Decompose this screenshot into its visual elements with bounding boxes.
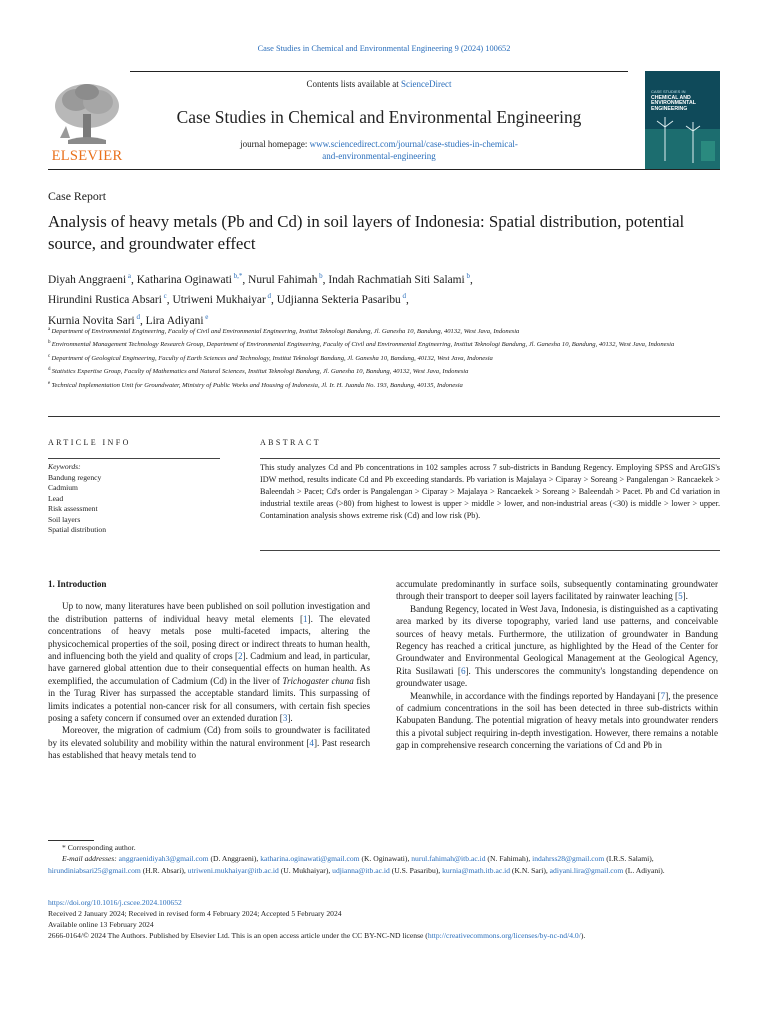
- citation-link[interactable]: 5: [678, 591, 683, 602]
- sciencedirect-link[interactable]: ScienceDirect: [401, 79, 452, 89]
- abstract-rule: [260, 458, 720, 459]
- keyword: Spatial distribution: [48, 525, 107, 534]
- body-column-left: [48, 578, 370, 762]
- cover-art-icon: [645, 71, 720, 169]
- homepage-link-line2[interactable]: and-environmental-engineering: [322, 151, 436, 161]
- homepage-link-line1[interactable]: www.sciencedirect.com/journal/case-studies-in-chemical-: [309, 139, 518, 149]
- available-online: Available online 13 February 2024: [48, 920, 154, 929]
- email-link[interactable]: anggraenidiyah3@gmail.com: [118, 854, 209, 864]
- author-affiliation-marker[interactable]: b: [317, 272, 323, 280]
- email-link[interactable]: adiyani.lira@gmail.com: [549, 865, 624, 875]
- email-link[interactable]: udjianna@itb.ac.id: [332, 865, 390, 875]
- author-affiliation-marker[interactable]: e: [203, 312, 209, 321]
- license-prefix: 2666-0164/© 2024 The Authors. Published by Elsevier Ltd. This is an open access article under the CC BY-NC-ND license (: [48, 931, 428, 940]
- citation-link[interactable]: 1: [303, 613, 308, 624]
- keywords-list: [48, 473, 220, 536]
- citation-link[interactable]: 7: [660, 690, 666, 701]
- author-affiliation-marker[interactable]: b,*: [231, 272, 243, 280]
- keyword: Risk assessment: [48, 504, 98, 513]
- affiliation: $^b$ Environmental Management Technology Research Group, Department of Environmental Engineering, Faculty of Civil and Environmental Engineering, Institut Teknologi Bandung, Jl. Ganesha 10, Bandung, 40132, West Java, Indonesia: [48, 340, 675, 349]
- cover-small-text: CASE STUDIES IN: [651, 89, 686, 94]
- homepage-label: journal homepage:: [240, 139, 310, 149]
- author-name[interactable]: Lira Adiyani: [145, 314, 204, 327]
- masthead-bottom-rule: [48, 169, 720, 170]
- cover-line-1: CHEMICAL AND: [651, 94, 691, 101]
- affiliation: $^d$ Statistics Expertise Group, Faculty of Mathematics and Natural Sciences, Institut Teknologi Bandung, Jl. Ganesha 10, Bandung, 40132, West Java, Indonesia: [48, 367, 469, 376]
- abstract-heading: ABSTRACT: [260, 438, 321, 447]
- affiliation: $^e$ Technical Implementation Unit for Groundwater, Ministry of Public Works and Housing of Indonesia, Jl. Ir. H. Juanda No. 193, Bandung, 40135, Indonesia: [48, 380, 463, 389]
- email-link[interactable]: nurul.fahimah@itb.ac.id: [411, 854, 486, 864]
- author-affiliation-marker[interactable]: d: [134, 312, 140, 321]
- license-statement: [48, 930, 720, 941]
- keywords-label: Keywords:: [48, 462, 81, 471]
- affiliation-marker: b: [48, 340, 52, 346]
- email-addresses: [48, 853, 720, 876]
- paragraph: Up to now, many literatures have been published on soil pollution investigation and the distribution patterns of individual heavy metal elements [1]. The elevated concentrations of heavy metals pose multi-faceted impacts, altering the physicochemical properties of the soil, posing direct or indirect threats to human health, and influencing both the yield and quality of crops [2]. Cadmium and lead, in particular, have garnered global attention due to their consequential effects on human health. As exemplified, the accumulation of Cadmium (Cd) in the liver of Trichogaster chuna fish in the Turag River has surpassed the acceptable standard limits. This surpassing of limits indicates a potential non-cancer risk for all consumers, with certain fish species posing a safety concern if consumed over an extended duration [3].: [48, 601, 370, 724]
- affiliation-marker: a: [48, 327, 52, 332]
- section-heading-introduction: 1. Introduction: [48, 579, 107, 589]
- email-label: E-mail addresses:: [62, 854, 119, 864]
- email-link[interactable]: kurnia@math.itb.ac.id: [442, 865, 511, 875]
- author-name[interactable]: Katharina Oginawati: [136, 273, 232, 286]
- received-dates: Received 2 January 2024; Received in revised form 4 February 2024; Accepted 5 February 2024: [48, 909, 342, 918]
- elsevier-logo: [48, 78, 126, 166]
- citation-link[interactable]: 4: [309, 737, 314, 748]
- journal-cover-thumbnail[interactable]: [645, 71, 720, 169]
- author-name[interactable]: Utriweni Mukhaiyar: [172, 294, 266, 307]
- cover-line-2: ENVIRONMENTAL: [651, 100, 696, 107]
- affiliation-marker: d: [48, 367, 52, 373]
- citation-link[interactable]: 3: [282, 713, 288, 724]
- keywords-block: [48, 462, 220, 536]
- abstract-end-rule: [260, 550, 720, 551]
- affiliation-rule: [48, 416, 720, 417]
- license-link[interactable]: http://creativecommons.org/licenses/by-nc-nd/4.0/: [427, 931, 581, 940]
- email-link[interactable]: katharina.oginawati@gmail.com: [260, 854, 360, 864]
- cover-line-3: ENGINEERING: [651, 105, 688, 112]
- keyword: Bandung regency: [48, 472, 102, 482]
- license-suffix: ).: [580, 931, 586, 940]
- email-link[interactable]: utriweni.mukhaiyar@itb.ac.id: [187, 865, 279, 875]
- journal-homepage: [130, 138, 628, 162]
- journal-title: Case Studies in Chemical and Environmental Engineering: [176, 107, 582, 127]
- article-type: Case Report: [48, 189, 106, 203]
- author-affiliation-marker[interactable]: b: [464, 272, 470, 280]
- author-name[interactable]: Nurul Fahimah: [248, 273, 318, 286]
- author-affiliation-marker[interactable]: d: [400, 292, 406, 301]
- corresponding-author-note: * Corresponding author.: [62, 843, 136, 852]
- email-list: anggraenidiyah3@gmail.com (D. Anggraeni), katharina.oginawati@gmail.com (K. Oginawati), nurul.fahimah@itb.ac.id (N. Fahimah), indahrss28@gmail.com (I.R.S. Salami), hirundiniabsari25@gmail.com (H.R. Absari), utriweni.mukhaiyar@itb.ac.id (U. Mukhaiyar), udjianna@itb.ac.id (U.S. Pasaribu), kurnia@math.itb.ac.id (K.N. Sari), adiyani.lira@gmail.com (L. Adiyani).: [48, 854, 665, 875]
- affiliation: $^c$ Department of Geological Engineering, Faculty of Earth Sciences and Technology, Institut Teknologi Bandung, Jl. Ganesha 10, Bandung, 40132, West Java, Indonesia: [48, 353, 493, 362]
- affiliation-marker: c: [48, 353, 52, 359]
- article-meta: [48, 897, 720, 941]
- citation-link[interactable]: 2: [238, 651, 243, 662]
- article-title: Analysis of heavy metals (Pb and Cd) in soil layers of Indonesia: Spatial distribution, potential source, and groundwater effect: [48, 212, 685, 253]
- article-info-rule: [48, 458, 220, 459]
- masthead-top-rule: [130, 71, 628, 72]
- contents-line: [130, 79, 628, 89]
- email-link[interactable]: hirundiniabsari25@gmail.com: [48, 865, 141, 875]
- affiliation: $^a$ Department of Environmental Engineering, Faculty of Civil and Environmental Engineering, Institut Teknologi Bandung, Jl. Ganesha 10, Bandung, 40132, West Java, Indonesia: [48, 327, 520, 336]
- author-affiliation-marker[interactable]: d: [265, 292, 272, 301]
- paragraph: Moreover, the migration of cadmium (Cd) from soils to groundwater is facilitated by its elevated solubility and mobility within the natural environment [4]. Past research has established that heavy metals tend to: [48, 725, 371, 761]
- paragraph: accumulate predominantly in surface soils, subsequently contaminating groundwater through their transport to deeper soil layers facilitated by rainwater leaching [5].: [396, 579, 718, 602]
- footnote: [48, 842, 720, 876]
- affiliation-list: [48, 324, 720, 391]
- contents-prefix: Contents lists available at: [306, 79, 401, 89]
- affiliation-marker: e: [48, 380, 52, 386]
- publisher-wordmark: ELSEVIER: [51, 148, 123, 164]
- keyword: Cadmium: [48, 483, 78, 492]
- author-affiliation-marker[interactable]: c: [161, 292, 167, 301]
- email-link[interactable]: indahrss28@gmail.com: [532, 854, 605, 864]
- author-name[interactable]: Udjianna Sekteria Pasaribu: [276, 294, 401, 307]
- article-info-heading: ARTICLE INFO: [48, 438, 131, 447]
- citation-link[interactable]: 6: [460, 665, 466, 676]
- footnote-rule: [48, 840, 94, 841]
- author-name[interactable]: Indah Rachmatiah Siti Salami: [328, 273, 465, 286]
- author-list: Diyah Anggraeni $^a$, Katharina Oginawati $^{b,*}$, Nurul Fahimah $^b$, Indah Rachmatiah Siti Salami $^b$, Hirundini Rustica Absari $^c$, Utriweni Mukhaiyar $^d$, Udjianna Sekteria Pasaribu $^d$, Kurnia Novita Sari $^d$, Lira Adiyani $^e$: [48, 272, 473, 327]
- paragraph: Meanwhile, in accordance with the findings reported by Handayani [7], the presence of cadmium concentrations in the soil has been detected in three sub-districts within Kabupaten Bandung. The potential migration of heavy metals into groundwater renders this a pivotal subject requiring in-depth investigation. However, there remains a notable gap in comprehensive research concerning the variations of Cd and Pb in: [396, 690, 719, 751]
- cover-title: [651, 89, 715, 112]
- author-name[interactable]: Hirundini Rustica Absari: [48, 294, 162, 307]
- author-name[interactable]: Diyah Anggraeni: [48, 273, 127, 286]
- author-name[interactable]: Kurnia Novita Sari: [48, 314, 135, 327]
- abstract-text: This study analyzes Cd and Pb concentrations in 102 samples across 7 sub-districts in Bandung Regency. Employing SPSS and ArcGIS's IDW method, results indicate Cd and Pb exceeding standards. Pb variation is Majalaya > Ciparay > Soreang > Pangalengan > Rancaekek > Baleendah > Pacet; Cd's order is Pangalengan > Ciparay > Majalaya > Rancaekek > Soreang > Baleendah > Pacet. Pb and Cd variation in industrial textile areas (>80) from highest to lowest is upper > middle > lower, and non-industrial areas (<30) is middle > lower > upper. Contamination analysis shows extreme risk (Cd) and low risk (Pb).: [260, 463, 720, 520]
- doi-link[interactable]: https://doi.org/10.1016/j.cscee.2024.100652: [48, 898, 182, 907]
- author-affiliation-marker[interactable]: a: [126, 272, 131, 280]
- running-head: Case Studies in Chemical and Environmental Engineering 9 (2024) 100652: [257, 44, 511, 53]
- body-column-right: [396, 578, 718, 752]
- keyword: Lead: [48, 493, 64, 503]
- keyword: Soil layers: [48, 514, 81, 524]
- paragraph: Bandung Regency, located in West Java, Indonesia, is distinguished as a captivating area marked by its diverse topography, varied land use patterns, and conceivable sources of heavy metals. Furthermore, the utilization of groundwater in Bandung Regency has reached a critical juncture, as highlighted by the Head of the Center for Groundwater and Environmental Geological Management at the Geological Agency, Rita Susilawati [6]. This underscores the community's longstanding dependence on groundwater usage.: [396, 603, 718, 689]
